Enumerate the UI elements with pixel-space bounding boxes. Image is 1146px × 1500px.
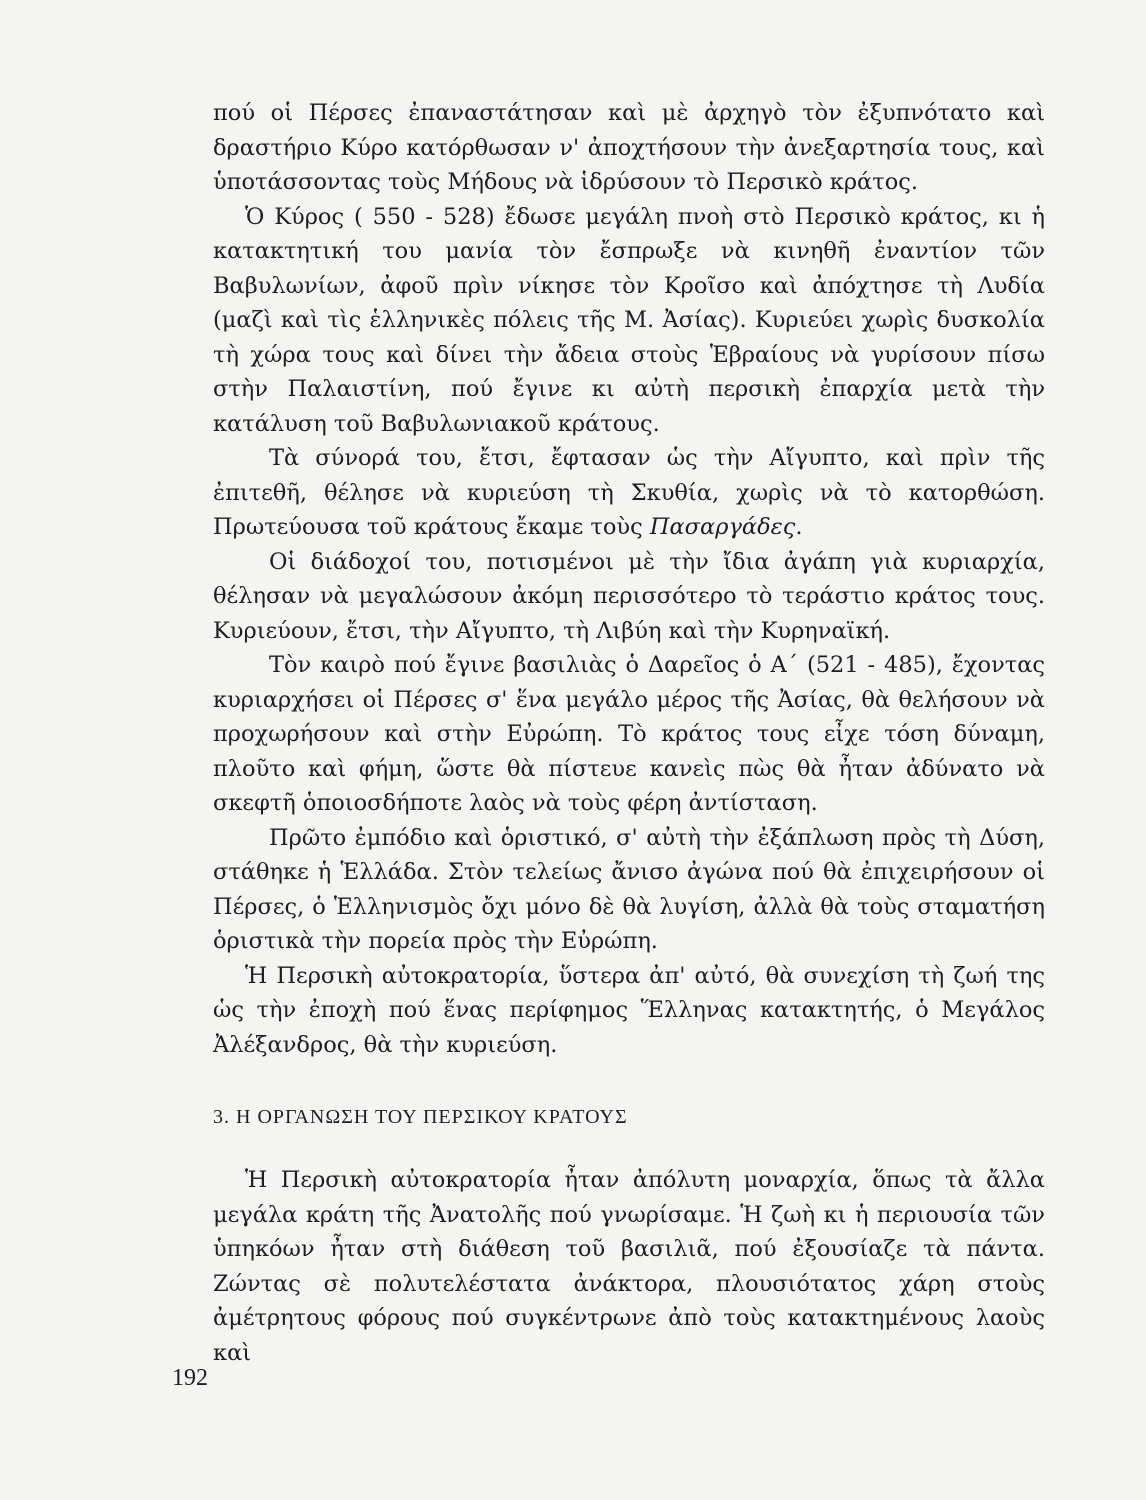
- paragraph-alexander: Ἡ Περσικὴ αὐτοκρατορία, ὕστερα ἀπ' αὐτό, θὰ συνεχίση τὴ ζωή της ὡς τὴν ἐποχὴ πού ἕνας περίφημος Ἕλληνας κατακτητής, ὁ Μεγάλος Ἀλέξανδρος, θὰ τὴν κυριεύση.: [213, 962, 1045, 1058]
- section-heading: 3. Η ΟΡΓΑΝΩΣΗ ΤΟΥ ΠΕΡΣΙΚΟΥ ΚΡΑΤΟΥΣ: [213, 1106, 628, 1128]
- paragraph-borders: [213, 441, 1045, 545]
- body-text-bottom: [213, 1163, 1045, 1370]
- paragraph-successors: Οἱ διάδοχοί του, ποτισμένοι μὲ τὴν ἴδια ἀγάπη γιὰ κυριαρχία, θέλησαν νὰ μεγαλώσουν ἀκόμη περισσότερο τὸ τεράστιο κράτος τους. Κυριεύουν, ἔτσι, τὴν Αἴγυπτο, τὴ Λιβύη καὶ τὴν Κυρηναϊκή.: [213, 548, 1045, 644]
- paragraph-cyrus: Ὁ Κύρος ( 550 - 528) ἔδωσε μεγάλη πνοὴ στὸ Περσικὸ κράτος, κι ἡ κατακτητική του μανία τὸν ἔσπρωξε νὰ κινηθῆ ἐναντίον τῶν Βαβυλωνίων, ἀφοῦ πρὶν νίκησε τὸν Κροῖσο καὶ ἀπόχτησε τὴ Λυδία (μαζὶ καὶ τὶς ἑλληνικὲς πόλεις τῆς Μ. Ἀσίας). Κυριεύει χωρὶς δυσκολία τὴ χώρα τους καὶ δίνει τὴν ἄδεια στοὺς Ἑβραίους νὰ γυρίσουν πίσω στὴν Παλαιστίνη, πού ἔγινε κι αὐτὴ περσικὴ ἐπαρχία μετὰ τὴν κατάλυση τοῦ Βαβυλωνιακοῦ κράτους.: [213, 203, 1045, 437]
- pasargadae-italic: Πασαργάδες: [649, 514, 796, 540]
- paragraph-monarchy: Ἡ Περσικὴ αὐτοκρατορία ἦταν ἀπόλυτη μοναρχία, ὅπως τὰ ἄλλα μεγάλα κράτη τῆς Ἀνατολῆς πού γνωρίσαμε. Ἡ ζωὴ κι ἡ περιουσία τῶν ὑπηκόων ἦταν στὴ διάθεση τοῦ βασιλιᾶ, πού ἐξουσίαζε τὰ πάντα. Ζώντας σὲ πολυτελέστατα ἀνάκτορα, πλουσιότατος χάρη στοὺς ἀμέτρητους φόρους πού συγκέντρωνε ἀπὸ τοὺς κατακτημένους λαοὺς καὶ: [213, 1167, 1045, 1366]
- paragraph-greece-obstacle: Πρῶτο ἐμπόδιο καὶ ὁριστικό, σ' αὐτὴ τὴν ἐξάπλωση πρὸς τὴ Δύση, στάθηκε ἡ Ἑλλάδα. Στὸν τελείως ἄνισο ἀγώνα πού θὰ ἐπιχειρήσουν οἱ Πέρσες, ὁ Ἑλληνισμὸς ὄχι μόνο δὲ θὰ λυγίση, ἀλλὰ θὰ τοὺς σταματήση ὁριστικὰ τὴν πορεία πρὸς τὴν Εὐρώπη.: [213, 824, 1045, 954]
- paragraph-darius: Τὸν καιρὸ πού ἔγινε βασιλιὰς ὁ Δαρεῖος ὁ Α΄ (521 - 485), ἔχοντας κυριαρχήσει οἱ Πέρσες σ' ἕνα μεγάλο μέρος τῆς Ἀσίας, θὰ θελήσουν νὰ προχωρήσουν καὶ στὴν Εὐρώπη. Τὸ κράτος τους εἶχε τόση δύναμη, πλοῦτο καὶ φήμη, ὥστε θὰ πίστευε κανεὶς πὼς θὰ ἦταν ἀδύνατο νὰ σκεφτῆ ὁποιοσδήποτε λαὸς νὰ τοὺς φέρη ἀντίσταση.: [213, 652, 1045, 816]
- paragraph-borders-end: .: [795, 514, 803, 540]
- paragraph-borders-text: Τὰ σύνορά του, ἔτσι, ἔφτασαν ὡς τὴν Αἴγυπτο, καὶ πρὶν τῆς ἐπιτεθῆ, θέλησε νὰ κυριεύση τὴ Σκυθία, χωρὶς νὰ τὸ κατορθώση. Πρωτεύουσα τοῦ κράτους ἔκαμε τοὺς: [213, 445, 1045, 540]
- page-number: 192: [172, 1365, 208, 1391]
- body-text-top: [213, 96, 1045, 1062]
- paragraph-continuation: πού οἱ Πέρσες ἐπαναστάτησαν καὶ μὲ ἀρχηγὸ τὸν ἐξυπνότατο καὶ δραστήριο Κύρο κατόρθωσαν ν' ἀποχτήσουν τὴν ἀνεξαρτησία τους, καὶ ὑποτάσσοντας τοὺς Μήδους νὰ ἱδρύσουν τὸ Περσικὸ κράτος.: [213, 100, 1045, 195]
